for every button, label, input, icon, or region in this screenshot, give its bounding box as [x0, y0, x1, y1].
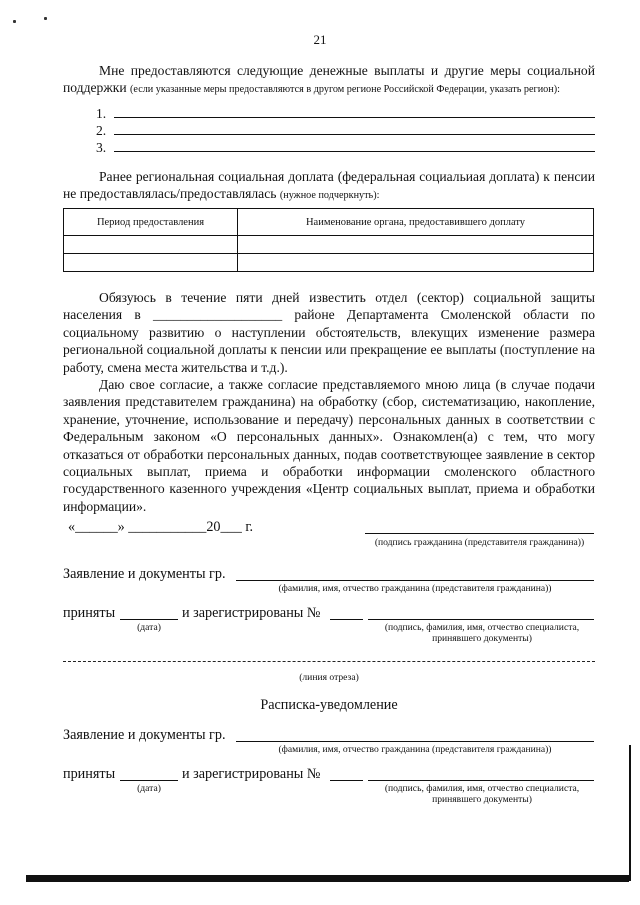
accepted-label-1: приняты	[63, 605, 116, 621]
support-item-number: 3.	[96, 140, 107, 155]
accepted-label-2: приняты	[63, 766, 116, 782]
date-close-quote: »	[117, 519, 125, 535]
table-row	[64, 236, 594, 254]
table-cell[interactable]	[64, 236, 238, 254]
social-support-text: Мне предоставляются следующие денежные выплаты и другие меры социальной поддержки	[63, 63, 595, 96]
docs-label-1: Заявление и документы гр.	[63, 566, 226, 582]
citizen-fio-caption-1: (фамилия, имя, отчество гражданина (представителя гражданина))	[278, 583, 552, 594]
table-header-period: Период предоставления	[64, 209, 238, 236]
consent-paragraph: Даю свое согласие, а также согласие представляемого мною лица (в случае подачи заявления представителем гражданина) на обработку (сбор, систематизацию, накопление, хранение, уточнение, использование и передачу) персональных данных в соответствии с Федеральным законом «О персональных данных». Ознакомлен(а) с тем, что могу отказаться от обработки персональных данных, подав соответствующее заявление в сектор социальных выплат, приема и обработки информации смоленского областного государственного казенного учреждения «Центр социальных выплат, приема и обработки информации».	[63, 377, 595, 514]
specialist-signature-line-2[interactable]	[368, 780, 594, 781]
table-cell[interactable]	[238, 236, 594, 254]
receipt-title: Расписка-уведомление	[260, 697, 398, 713]
citizen-fio-caption-2: (фамилия, имя, отчество гражданина (представителя гражданина))	[278, 744, 552, 755]
specialist-caption-1: (подпись, фамилия, имя, отчество специалиста, принявшего документы)	[384, 622, 580, 644]
obligation-paragraph	[63, 289, 595, 376]
date-caption-1: (дата)	[137, 622, 161, 633]
support-item-number: 2.	[96, 123, 107, 138]
social-support-note: (если указанные меры предоставляются в другом регионе Российской Федерации, указать регион):	[130, 84, 560, 96]
date-year-suffix: г.	[245, 519, 254, 535]
date-line	[68, 519, 253, 536]
support-item-line[interactable]	[114, 150, 595, 152]
table-cell[interactable]	[238, 254, 594, 272]
date-open-quote: «	[68, 519, 76, 535]
obligation-district-blank[interactable]: ___________________	[153, 307, 283, 323]
scan-edge-bar	[629, 745, 631, 881]
support-item-line[interactable]	[114, 133, 595, 135]
obligation-text-2: районе Департамента Смоленской области по социальному развитию о наступлении обстоятельств, влекущих изменение размера региональной социальной доплаты к пенсии или прекращение ее выплаты (поступление на работу, смена места жительства и т.д.).	[63, 307, 596, 375]
specialist-signature-line-1[interactable]	[368, 619, 594, 620]
scan-speck	[44, 17, 47, 20]
support-list-item	[96, 122, 595, 139]
prior-supplement-text: Ранее региональная социальная доплата (федеральная социальиая доплата) к пенсии не предоставлялась/предоставлялась	[63, 169, 595, 202]
date-day-blank[interactable]: ______	[75, 519, 118, 535]
support-item-line[interactable]	[114, 116, 595, 118]
support-list-item	[96, 105, 595, 122]
scan-speck	[13, 20, 16, 23]
date-caption-2: (дата)	[137, 783, 161, 794]
citizen-signature-line[interactable]	[365, 533, 594, 534]
obligation-text-1: Обязуюсь в течение пяти дней известить отдел (сектор) социальной защиты населения в	[63, 290, 595, 323]
docs-label-2: Заявление и документы гр.	[63, 727, 226, 743]
support-list	[96, 105, 595, 156]
support-item-number: 1.	[96, 106, 107, 121]
cut-line	[63, 661, 595, 662]
prior-supplement-paragraph	[63, 168, 595, 205]
registered-label-2: и зарегистрированы №	[182, 766, 321, 782]
table-cell[interactable]	[64, 254, 238, 272]
accepted-date-line-2[interactable]	[120, 780, 178, 781]
table-header-row	[64, 209, 594, 236]
registered-label-1: и зарегистрированы №	[182, 605, 321, 621]
social-support-paragraph	[63, 62, 595, 99]
date-year-blank[interactable]: ___	[220, 519, 242, 535]
citizen-signature-caption: (подпись гражданина (представителя гражданина))	[374, 537, 585, 548]
scan-footer-bar	[26, 875, 629, 882]
cut-line-caption: (линия отреза)	[299, 672, 359, 683]
specialist-caption-2: (подпись, фамилия, имя, отчество специалиста, принявшего документы)	[384, 783, 580, 805]
table-header-agency: Наименование органа, предоставившего доплату	[238, 209, 594, 236]
citizen-fio-line-1[interactable]	[236, 580, 594, 581]
accepted-date-line-1[interactable]	[120, 619, 178, 620]
support-list-item	[96, 139, 595, 156]
prior-supplement-note: (нужное подчеркнуть):	[279, 190, 380, 202]
page-number: 21	[313, 32, 327, 47]
table-row	[64, 254, 594, 272]
date-year-prefix: 20	[206, 519, 221, 535]
registration-number-line-1[interactable]	[330, 619, 363, 620]
date-month-blank[interactable]: ___________	[128, 519, 207, 535]
citizen-fio-line-2[interactable]	[236, 741, 594, 742]
supplement-table	[63, 208, 594, 272]
registration-number-line-2[interactable]	[330, 780, 363, 781]
